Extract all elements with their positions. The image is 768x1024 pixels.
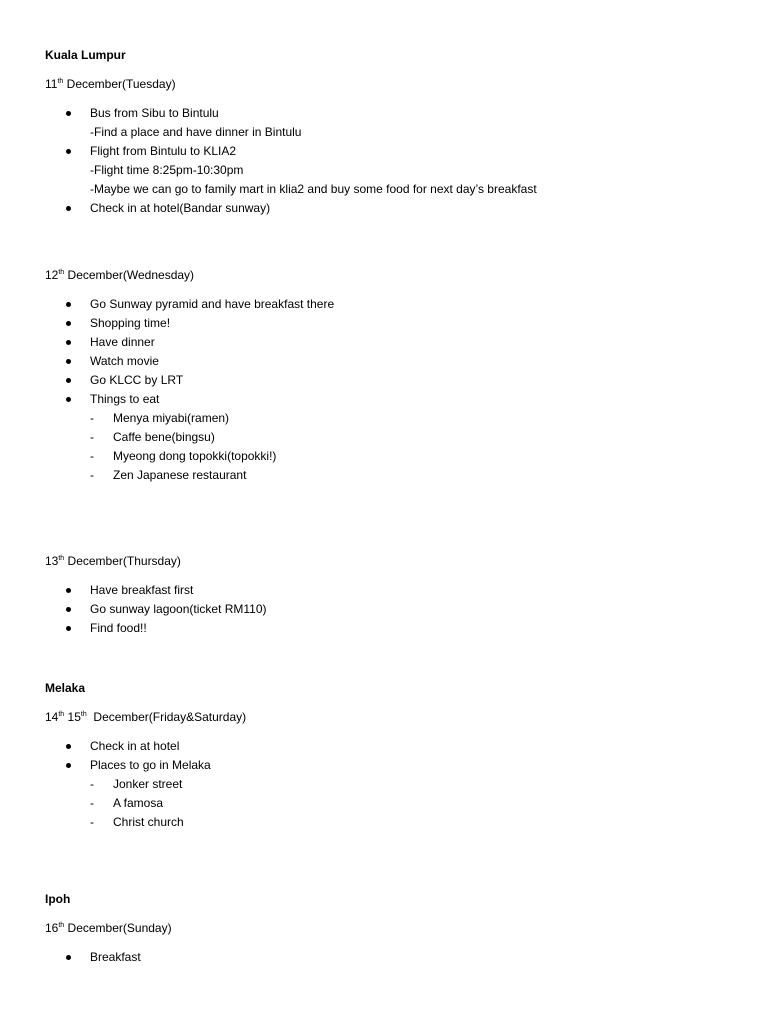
date-suffix: th [58, 555, 65, 562]
dash-marker: - [90, 796, 94, 810]
date-label: December(Tuesday) [63, 77, 176, 91]
list-item-text: Shopping time! [90, 316, 171, 330]
bullet-icon [66, 149, 71, 154]
date-number-second: 15 [64, 710, 81, 724]
list-item [66, 737, 211, 756]
dash-list-things-to-eat [90, 409, 334, 485]
bullet-list-12-december [66, 295, 334, 485]
list-item [66, 142, 537, 199]
list-item [66, 948, 141, 967]
dash-marker: - [90, 411, 94, 425]
bullet-icon [66, 763, 71, 768]
city-heading-melaka: Melaka [45, 681, 86, 695]
bullet-icon [66, 744, 71, 749]
dash-list-item-text: Zen Japanese restaurant [113, 468, 247, 482]
bullet-list-14-15-december [66, 737, 211, 832]
list-item [66, 199, 537, 218]
list-item-text: Places to go in Melaka [90, 758, 211, 772]
date-heading-11-december [45, 75, 176, 94]
list-item-text: Find food!! [90, 621, 147, 635]
dash-list-item-text: Christ church [113, 815, 184, 829]
dash-list-item [90, 409, 334, 428]
list-item-note: -Find a place and have dinner in Bintulu [90, 125, 302, 139]
city-heading-kuala-lumpur: Kuala Lumpur [45, 48, 126, 62]
dash-list-item-text: Jonker street [113, 777, 183, 791]
bullet-icon [66, 302, 71, 307]
dash-marker: - [90, 815, 94, 829]
date-label: December(Wednesday) [64, 268, 195, 282]
date-label: December(Friday&Saturday) [86, 710, 247, 724]
list-item-text: Things to eat [90, 392, 160, 406]
list-item [66, 352, 334, 371]
bullet-icon [66, 607, 71, 612]
date-label: December(Sunday) [64, 921, 172, 935]
dash-marker: - [90, 777, 94, 791]
dash-list-item-text: Caffe bene(bingsu) [113, 430, 215, 444]
list-item [66, 600, 267, 619]
date-number: 12 [45, 268, 59, 282]
bullet-list-13-december [66, 581, 267, 638]
list-item-text: Breakfast [90, 950, 141, 964]
bullet-icon [66, 111, 71, 116]
bullet-icon [66, 397, 71, 402]
date-suffix: th [58, 269, 65, 276]
list-item-note: -Maybe we can go to family mart in klia2 and buy some food for next day’s breakfast [90, 182, 537, 196]
bullet-icon [66, 955, 71, 960]
dash-list-item-text: Myeong dong topokki(topokki!) [113, 449, 277, 463]
list-item [66, 314, 334, 333]
dash-list-item [90, 794, 211, 813]
dash-list-item-text: A famosa [113, 796, 164, 810]
dash-marker: - [90, 449, 94, 463]
bullet-list-16-december [66, 948, 141, 967]
bullet-icon [66, 321, 71, 326]
list-item-text: Go Sunway pyramid and have breakfast there [90, 297, 335, 311]
dash-list-item [90, 813, 211, 832]
date-number: 16 [45, 921, 59, 935]
list-item-text: Go sunway lagoon(ticket RM110) [90, 602, 267, 616]
date-number: 13 [45, 554, 59, 568]
date-suffix: th [58, 922, 65, 929]
list-item [66, 104, 537, 142]
bullet-list-11-december [66, 104, 537, 218]
dash-marker: - [90, 468, 94, 482]
date-suffix: th [58, 711, 65, 718]
list-item-note: -Flight time 8:25pm-10:30pm [90, 163, 244, 177]
bullet-icon [66, 359, 71, 364]
list-item [66, 333, 334, 352]
dash-marker: - [90, 430, 94, 444]
date-number: 14 [45, 710, 59, 724]
date-label: December(Thursday) [64, 554, 181, 568]
bullet-icon [66, 626, 71, 631]
city-heading-ipoh: Ipoh [45, 892, 71, 906]
dash-list-item [90, 775, 211, 794]
date-heading-13-december [45, 552, 181, 571]
date-heading-16-december [45, 919, 172, 938]
list-item [66, 619, 267, 638]
date-suffix-second: th [80, 711, 87, 718]
dash-list-item [90, 447, 334, 466]
bullet-icon [66, 340, 71, 345]
list-item-text: Bus from Sibu to Bintulu [90, 106, 219, 120]
list-item [66, 756, 211, 832]
list-item [66, 390, 334, 485]
list-item-text: Have dinner [90, 335, 155, 349]
dash-list-item [90, 428, 334, 447]
list-item-text: Flight from Bintulu to KLIA2 [90, 144, 237, 158]
bullet-icon [66, 206, 71, 211]
list-item-text: Have breakfast first [90, 583, 194, 597]
bullet-icon [66, 378, 71, 383]
date-number: 11 [45, 77, 58, 91]
dash-list-item-text: Menya miyabi(ramen) [113, 411, 230, 425]
list-item-text: Go KLCC by LRT [90, 373, 184, 387]
bullet-icon [66, 588, 71, 593]
list-item [66, 581, 267, 600]
date-heading-14-15-december [45, 708, 246, 727]
date-heading-12-december [45, 266, 194, 285]
dash-list-places-melaka [90, 775, 211, 832]
list-item [66, 295, 334, 314]
list-item [66, 371, 334, 390]
list-item-text: Watch movie [90, 354, 159, 368]
dash-list-item [90, 466, 334, 485]
list-item-text: Check in at hotel [90, 739, 180, 753]
list-item-text: Check in at hotel(Bandar sunway) [90, 201, 271, 215]
date-suffix: th [57, 78, 64, 85]
